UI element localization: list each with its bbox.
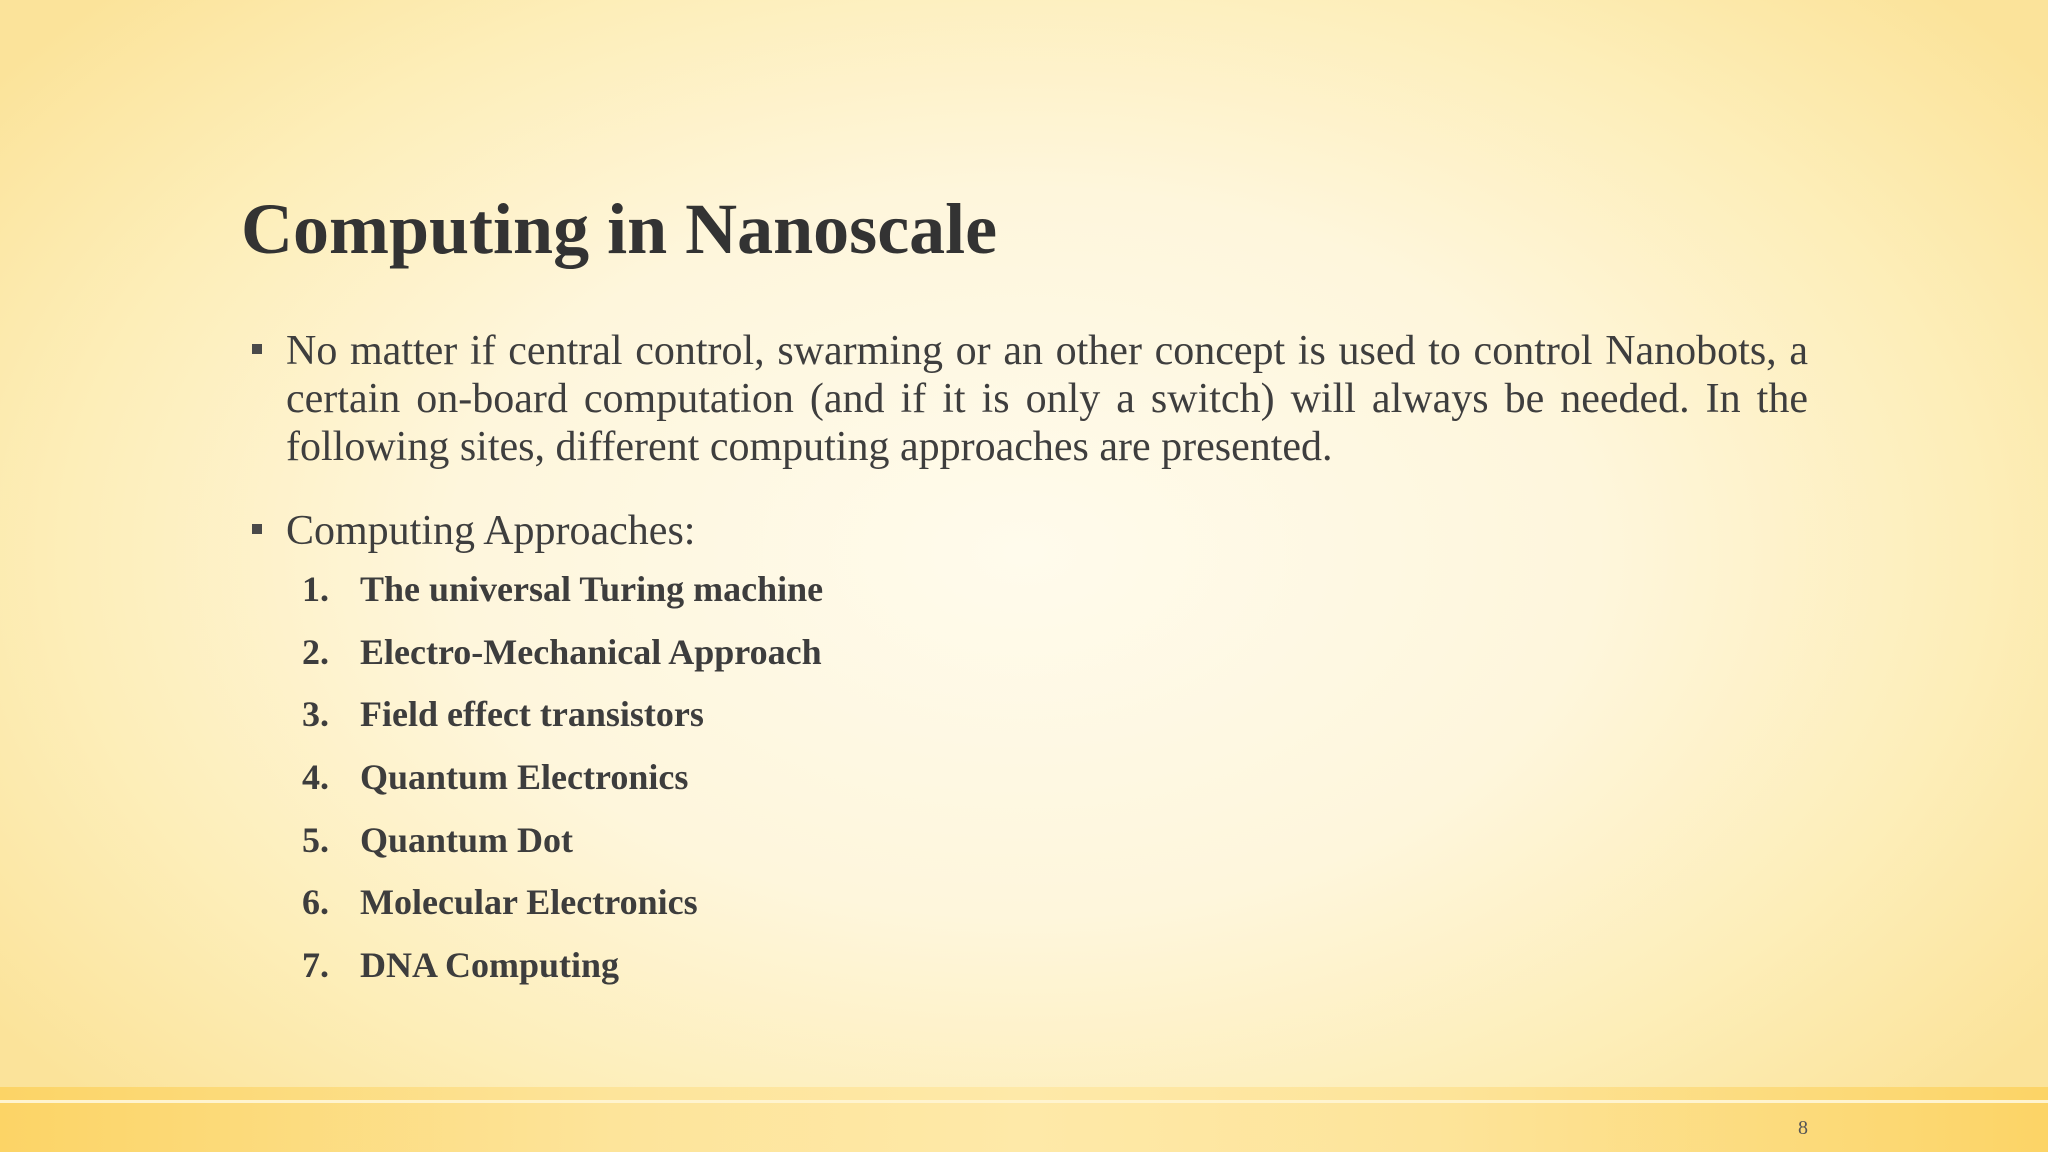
list-item-text: The universal Turing machine <box>360 569 824 609</box>
approaches-list <box>248 565 1808 1004</box>
bullet-text: Computing Approaches: <box>286 508 696 554</box>
list-item-text: Molecular Electronics <box>360 882 698 923</box>
square-bullet-icon <box>252 524 262 534</box>
list-item <box>248 941 1808 1004</box>
list-item <box>248 753 1808 816</box>
footer-divider <box>0 1100 2048 1103</box>
list-item-text: Quantum Dot <box>360 819 574 860</box>
list-item-number: 1. <box>302 569 329 609</box>
list-item-text: DNA Computing <box>360 945 620 986</box>
list-item <box>248 816 1808 879</box>
list-item <box>248 690 1808 753</box>
footer-band <box>0 1087 2048 1152</box>
list-item-number: 2. <box>302 631 329 672</box>
list-item-text: Field effect transistors <box>360 694 704 735</box>
bullet-item <box>248 507 1808 555</box>
list-item-number: 3. <box>302 694 329 735</box>
list-item-number: 7. <box>302 945 329 986</box>
slide-content <box>248 327 1808 1004</box>
square-bullet-icon <box>252 344 262 354</box>
list-item <box>248 628 1808 691</box>
bullet-item <box>248 327 1808 471</box>
list-item-text: Quantum Electronics <box>360 757 689 798</box>
list-item-number: 6. <box>302 882 329 923</box>
slide-title: Computing in Nanoscale <box>241 189 998 269</box>
list-item <box>248 565 1808 628</box>
page-number: 8 <box>1798 1117 1808 1139</box>
list-item <box>248 878 1808 941</box>
list-item-text: Electro-Mechanical Approach <box>360 631 822 672</box>
list-item-number: 4. <box>302 757 329 798</box>
bullet-text: No matter if central control, swarming or an other concept is used to control Nanobots, a certain on-board computation (and if it is only a switch) will always be needed. In the following sites, different computing approaches are presented. <box>286 328 1808 470</box>
list-item-number: 5. <box>302 819 329 860</box>
